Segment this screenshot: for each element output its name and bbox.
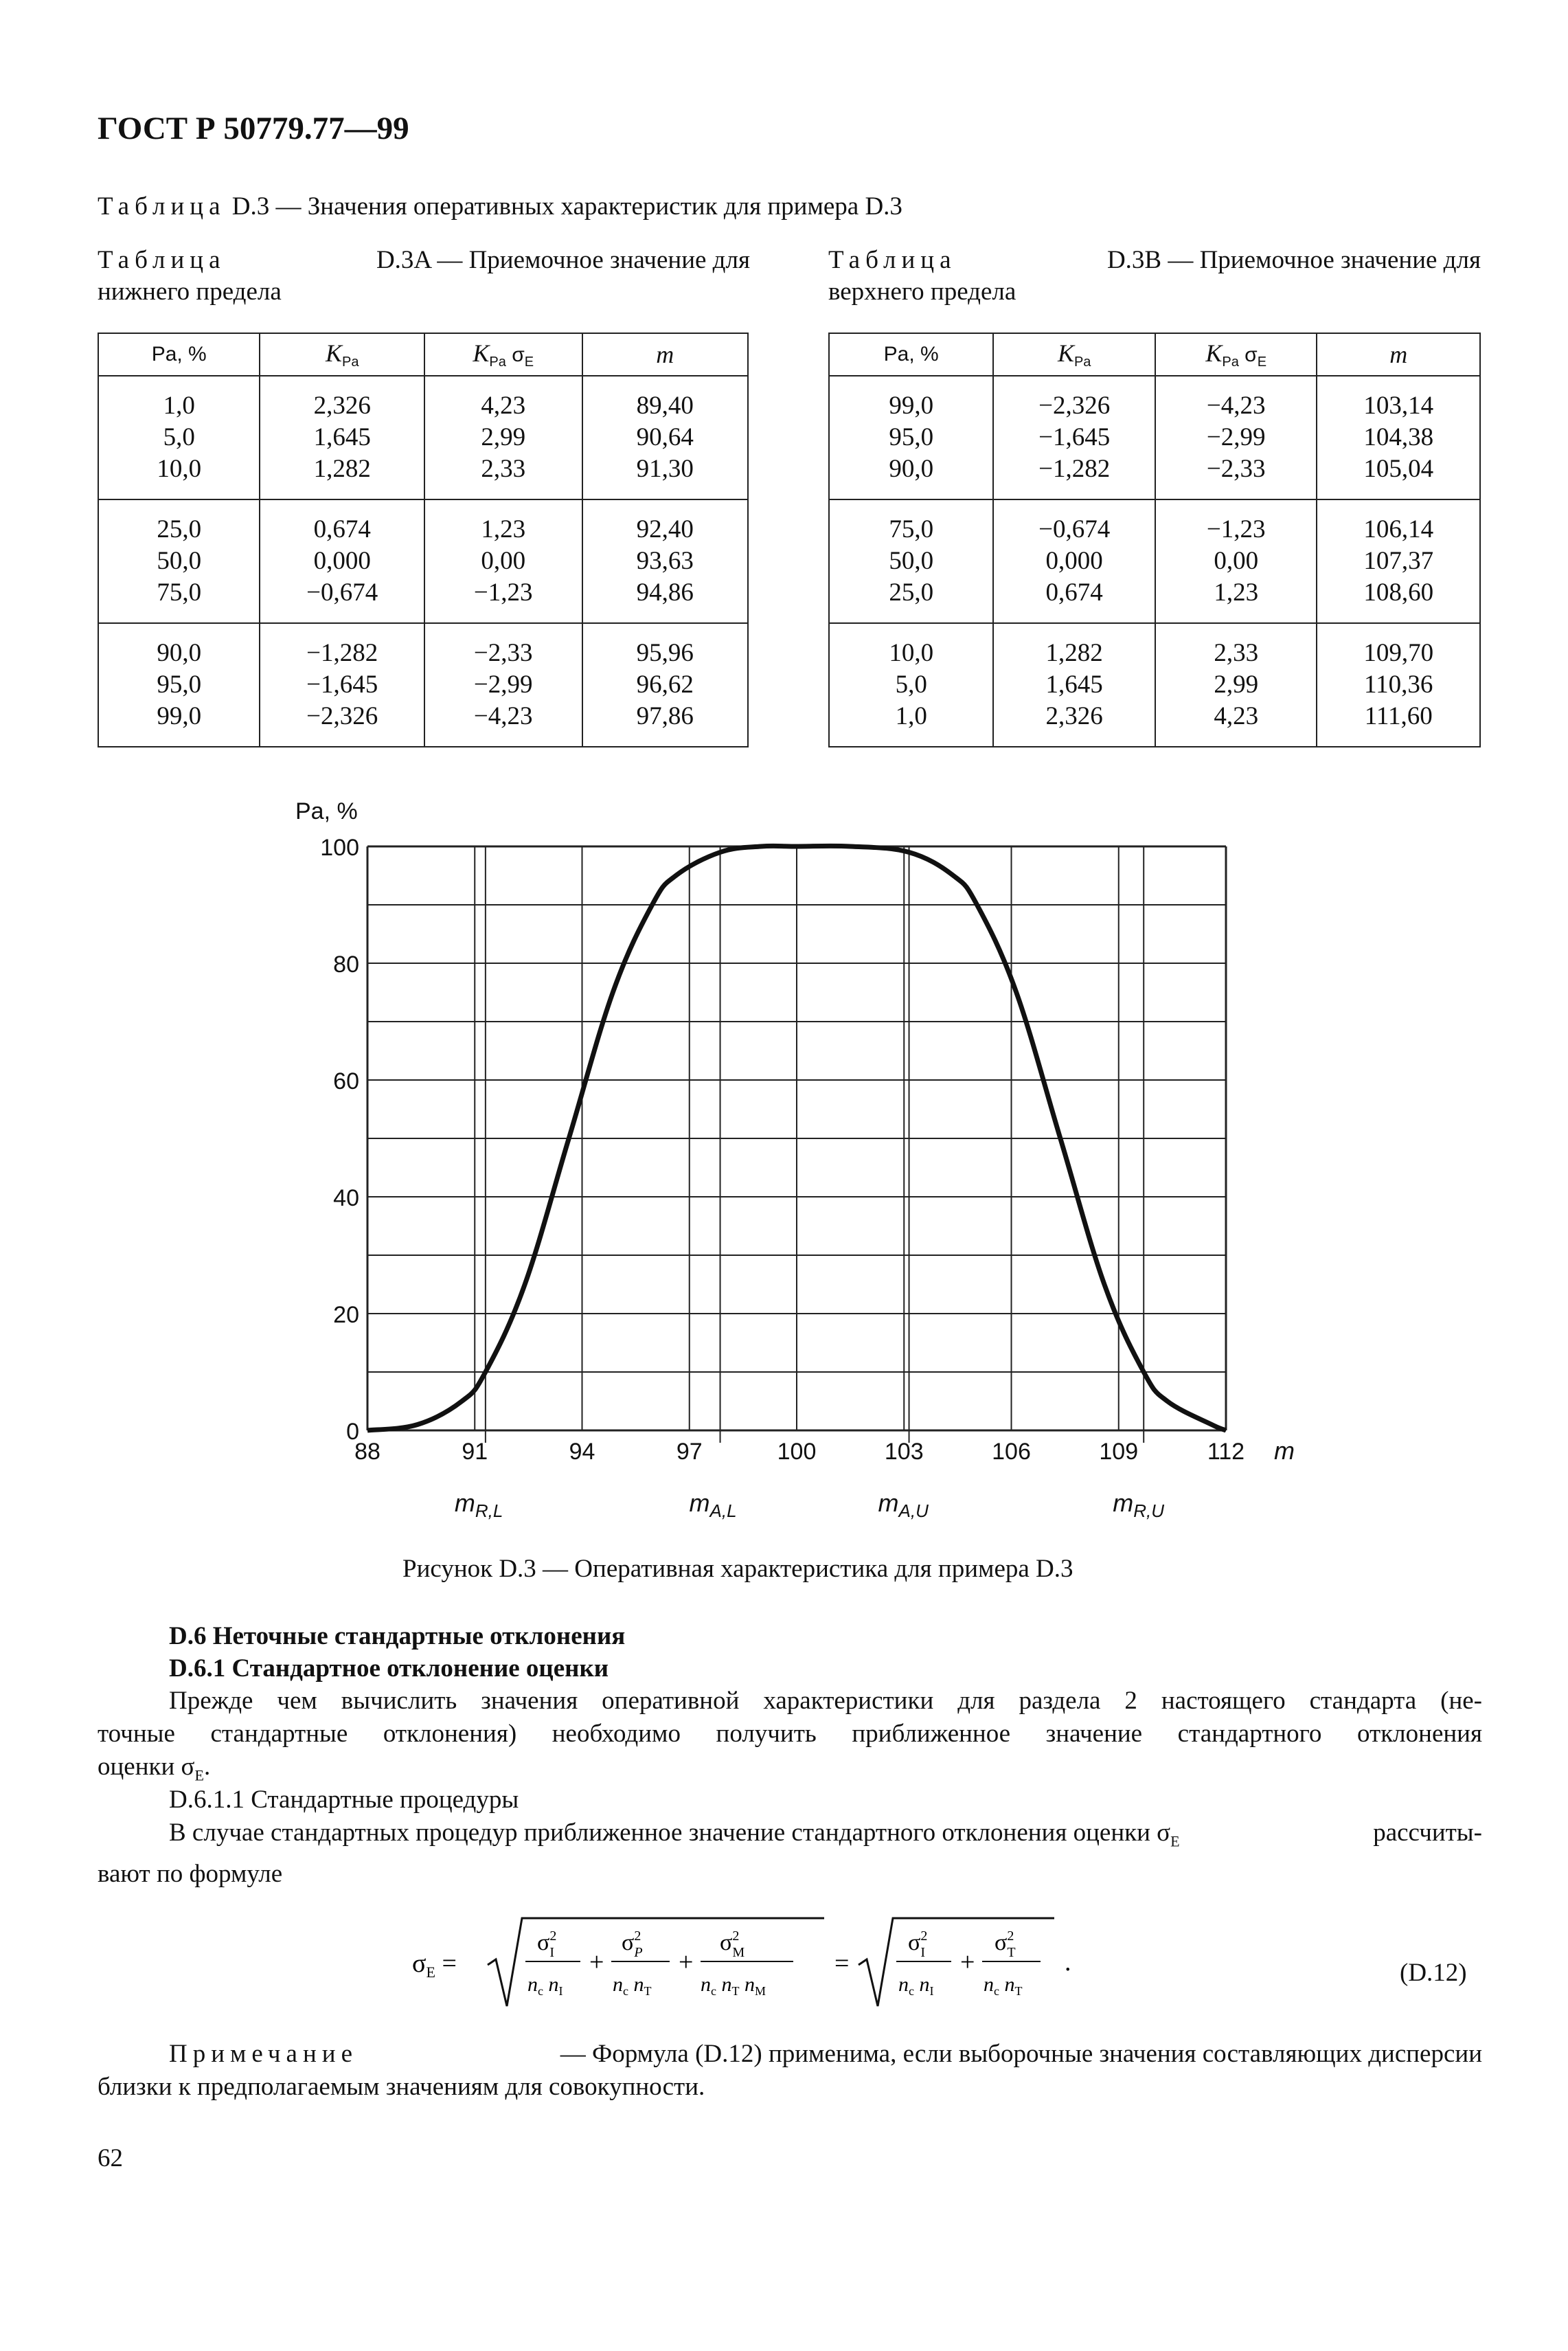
para-line: оценки $\sigma_E$. [98,1753,211,1784]
table-header-row [98,333,748,376]
x-tick-label: 100 [777,1439,817,1465]
caption-text: D.3B — Приемочное значение для [1106,246,1481,274]
table-b-caption [828,245,1481,308]
x-axis-label: m [1274,1437,1295,1465]
table-row [98,623,748,747]
caption-prefix: Таблица [98,192,226,221]
paragraph-1 [98,1685,1482,1792]
cell-pa: 90,0 95,0 99,0 [98,623,260,747]
y-axis-label: Pa, % [295,798,358,824]
x-tick-label: 91 [462,1439,488,1465]
marker-label: $m_{R,U}$ [1113,1489,1164,1521]
caption-text: D.3A — Приемочное значение для [376,246,750,274]
para-line: точные стандартные отклонения) необходимо получить приближенное значение стандартного отклонения [98,1720,1482,1748]
svg-text:.: . [1065,1948,1071,1977]
operating-characteristic-chart [275,790,1339,1553]
svg-text:σ2P: $\sigma^2$ P [622,1928,643,1960]
cell-ks: −1,23 0,00 1,23 [1155,499,1317,623]
cell-ks: −4,23 −2,99 −2,33 [1155,376,1317,499]
x-tick-label: 106 [992,1439,1031,1465]
caption-prefix: Таблица [98,246,226,274]
svg-text:+: + [589,1948,604,1977]
cell-k: 1,282 1,645 2,326 [993,623,1155,747]
col-header-ks: $K_{Pa}$ $\sigma_E$ [424,333,582,376]
para-line: вают по формуле [98,1860,283,1889]
cell-m: 92,40 93,63 94,86 [582,499,749,623]
col-header-pa: Pa, % [829,333,993,376]
x-tick-label: 109 [1099,1439,1139,1465]
cell-pa: 1,0 5,0 10,0 [98,376,260,499]
svg-text:=: = [834,1949,850,1978]
marker-label: $m_{R,L}$ [454,1489,503,1521]
cell-k: −1,282 −1,645 −2,326 [260,623,424,747]
y-tick-label: 0 [346,1419,359,1445]
marker-label: $m_{A,U}$ [878,1489,929,1521]
table-a [98,333,749,747]
x-tick-label: 94 [569,1439,595,1465]
cell-ks: 1,23 0,00 −1,23 [424,499,582,623]
cell-k: 2,326 1,645 1,282 [260,376,424,499]
x-tick-label: 112 [1207,1439,1245,1465]
cell-pa: 25,0 50,0 75,0 [98,499,260,623]
subsection-heading: D.6.1 Стандартное отклонение оценки [169,1654,609,1683]
table-row [829,376,1480,499]
marker-label: $m_{A,L}$ [689,1489,737,1521]
svg-text:σ2I: $\sigma^2$ I [908,1928,928,1960]
caption-text-2: верхнего предела [828,278,1016,306]
cell-k: −0,674 0,000 0,674 [993,499,1155,623]
col-header-m: m [582,333,749,376]
cell-k: 0,674 0,000 −0,674 [260,499,424,623]
col-header-pa: Pa, % [98,333,260,376]
procedure-heading: D.6.1.1 Стандартные процедуры [169,1786,519,1814]
para-line: Прежде чем вычислить значения оперативной характеристики для раздела 2 настоящего стандарта (не- [169,1687,1482,1715]
svg-text:σ2M: $\sigma^2$ M [720,1928,745,1960]
svg-text:σ2I: $\sigma^2$ I [537,1928,557,1960]
note-line-1 [169,2038,1482,2071]
cell-m: 95,96 96,62 97,86 [582,623,749,747]
note-text: — Формула (D.12) применима, если выборочные значения составляющих дисперсии [560,2040,1482,2068]
table-header-row [829,333,1480,376]
table-row [829,499,1480,623]
cell-pa: 75,0 50,0 25,0 [829,499,993,623]
note-prefix: Примечание [169,2040,358,2068]
note-line-2: близки к предполагаемым значениям для совокупности. [98,2073,705,2101]
x-tick-label: 97 [676,1439,703,1465]
svg-text:nc nT: $n_c$ $n_T$ [613,1973,652,1998]
y-tick-label: 60 [333,1068,359,1094]
col-header-m: m [1317,333,1480,376]
figure-caption: Рисунок D.3 — Оперативная характеристика для примера D.3 [402,1555,1073,1583]
col-header-k: $K_{Pa}$ [260,333,424,376]
cell-m: 106,14 107,37 108,60 [1317,499,1480,623]
caption-prefix: Таблица [828,246,957,274]
cell-k: −2,326 −1,645 −1,282 [993,376,1155,499]
paragraph-2 [98,1816,1482,1891]
y-tick-label: 100 [320,835,359,861]
svg-text:nc nI: $n_c$ $n_I$ [527,1973,563,1998]
table-a-caption [98,245,750,308]
cell-pa: 99,0 95,0 90,0 [829,376,993,499]
cell-ks: 4,23 2,99 2,33 [424,376,582,499]
y-tick-label: 80 [333,952,359,978]
x-tick-label: 88 [354,1439,380,1465]
svg-text:nc nI: $n_c$ $n_I$ [898,1973,934,1998]
table-main-caption [98,191,902,223]
table-row [98,499,748,623]
para-line: В случае стандартных процедур приближенное значение стандартного отклонения оценки $\sigma_E$ рассчиты- [169,1819,1482,1850]
formula-number: (D.12) [1400,1959,1467,1987]
svg-text:nc nT nM: $n_c$ $n_T$ $n_M$ [701,1973,766,1998]
col-header-ks: $K_{Pa}$ $\sigma_E$ [1155,333,1317,376]
svg-text:σ2T: $\sigma^2$ T [995,1928,1016,1960]
section-heading: D.6 Неточные стандартные отклонения [169,1622,626,1650]
col-header-k: $K_{Pa}$ [993,333,1155,376]
svg-text:+: + [960,1948,975,1977]
cell-m: 103,14 104,38 105,04 [1317,376,1480,499]
page-number: 62 [98,2144,123,2172]
document-header: ГОСТ Р 50779.77—99 [98,111,409,146]
cell-m: 109,70 110,36 111,60 [1317,623,1480,747]
svg-text:+: + [679,1948,694,1977]
cell-ks: 2,33 2,99 4,23 [1155,623,1317,747]
y-tick-label: 20 [333,1302,359,1328]
formula-d12 [412,1910,1099,2013]
cell-pa: 10,0 5,0 1,0 [829,623,993,747]
y-tick-label: 40 [333,1185,359,1211]
cell-ks: −2,33 −2,99 −4,23 [424,623,582,747]
table-row [829,623,1480,747]
caption-text: D.3 — Значения оперативных характеристик для примера D.3 [231,192,902,221]
svg-text:σE =: $\sigma_E$ = [412,1949,457,1981]
x-tick-label: 103 [884,1439,924,1465]
svg-text:nc nT: $n_c$ $n_T$ [984,1973,1023,1998]
caption-text-2: нижнего предела [98,278,282,306]
table-row [98,376,748,499]
cell-m: 89,40 90,64 91,30 [582,376,749,499]
table-b [828,333,1481,747]
